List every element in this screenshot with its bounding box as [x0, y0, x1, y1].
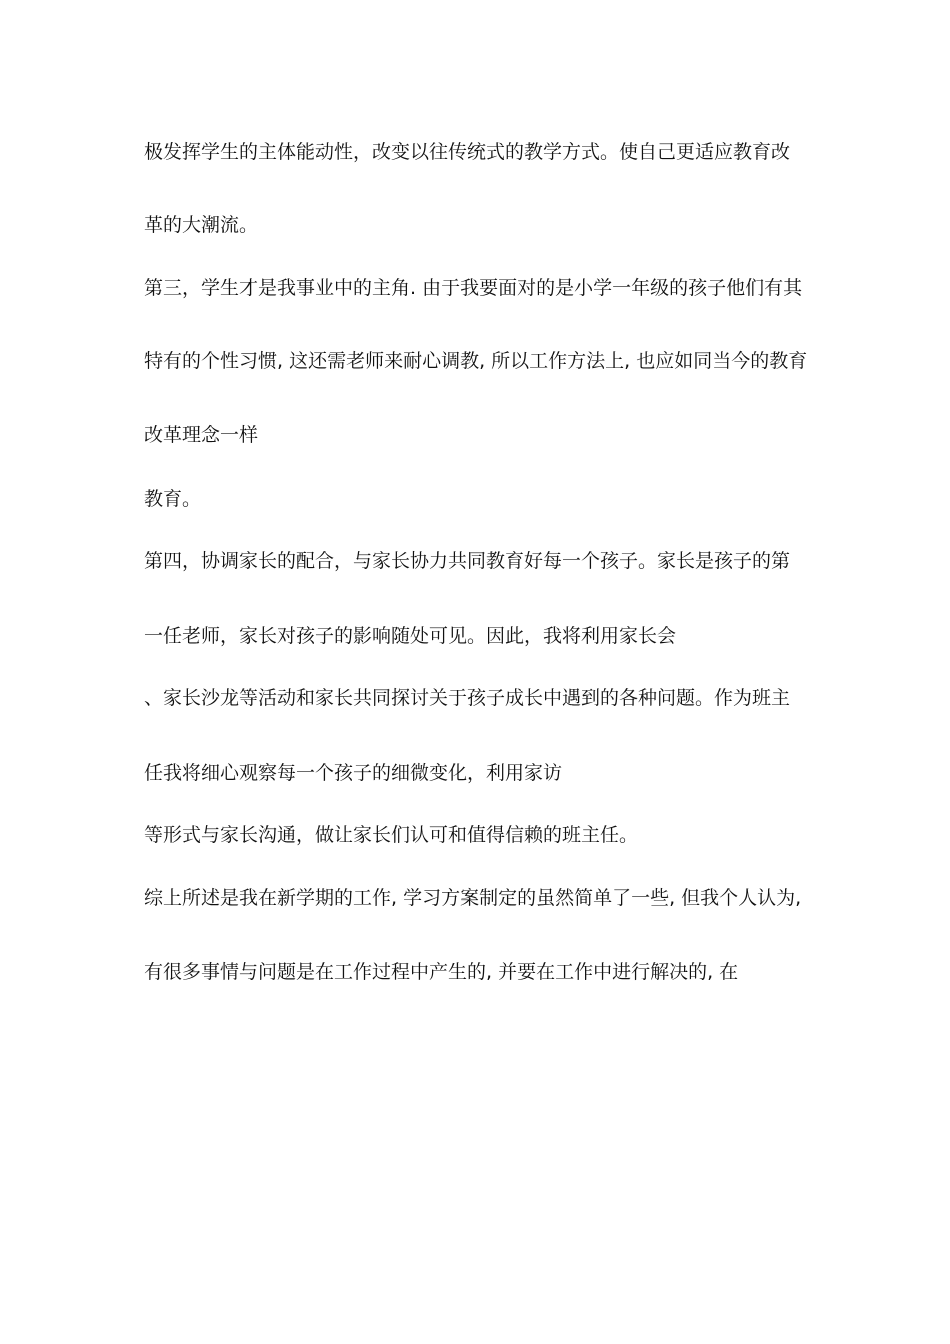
text-line: 有很多事情与问题是在工作过程中产生的, 并要在工作中进行解决的, 在	[144, 961, 739, 983]
text-line: 改革理念一样	[144, 424, 259, 446]
text-line: 教育。	[144, 488, 202, 510]
text-line: 特有的个性习惯, 这还需老师来耐心调教, 所以工作方法上, 也应如同当今的教育	[144, 350, 808, 372]
text-line: 极发挥学生的主体能动性，改变以往传统式的教学方式。使自己更适应教育改	[144, 141, 791, 163]
text-line: 第三，学生才是我事业中的主角. 由于我要面对的是小学一年级的孩子他们有其	[144, 277, 803, 299]
text-line: 革的大潮流。	[144, 214, 259, 236]
text-line: 综上所述是我在新学期的工作, 学习方案制定的虽然简单了一些, 但我个人认为,	[144, 887, 802, 909]
text-line: 任我将细心观察每一个孩子的细微变化，利用家访	[144, 762, 563, 784]
text-line: 第四，协调家长的配合，与家长协力共同教育好每一个孩子。家长是孩子的第	[144, 550, 791, 572]
text-line: 一任老师，家长对孩子的影响随处可见。因此，我将利用家长会	[144, 625, 677, 647]
text-line: 、家长沙龙等活动和家长共同探讨关于孩子成长中遇到的各种问题。作为班主	[144, 687, 791, 709]
text-line: 等形式与家长沟通，做让家长们认可和值得信赖的班主任。	[144, 824, 639, 846]
